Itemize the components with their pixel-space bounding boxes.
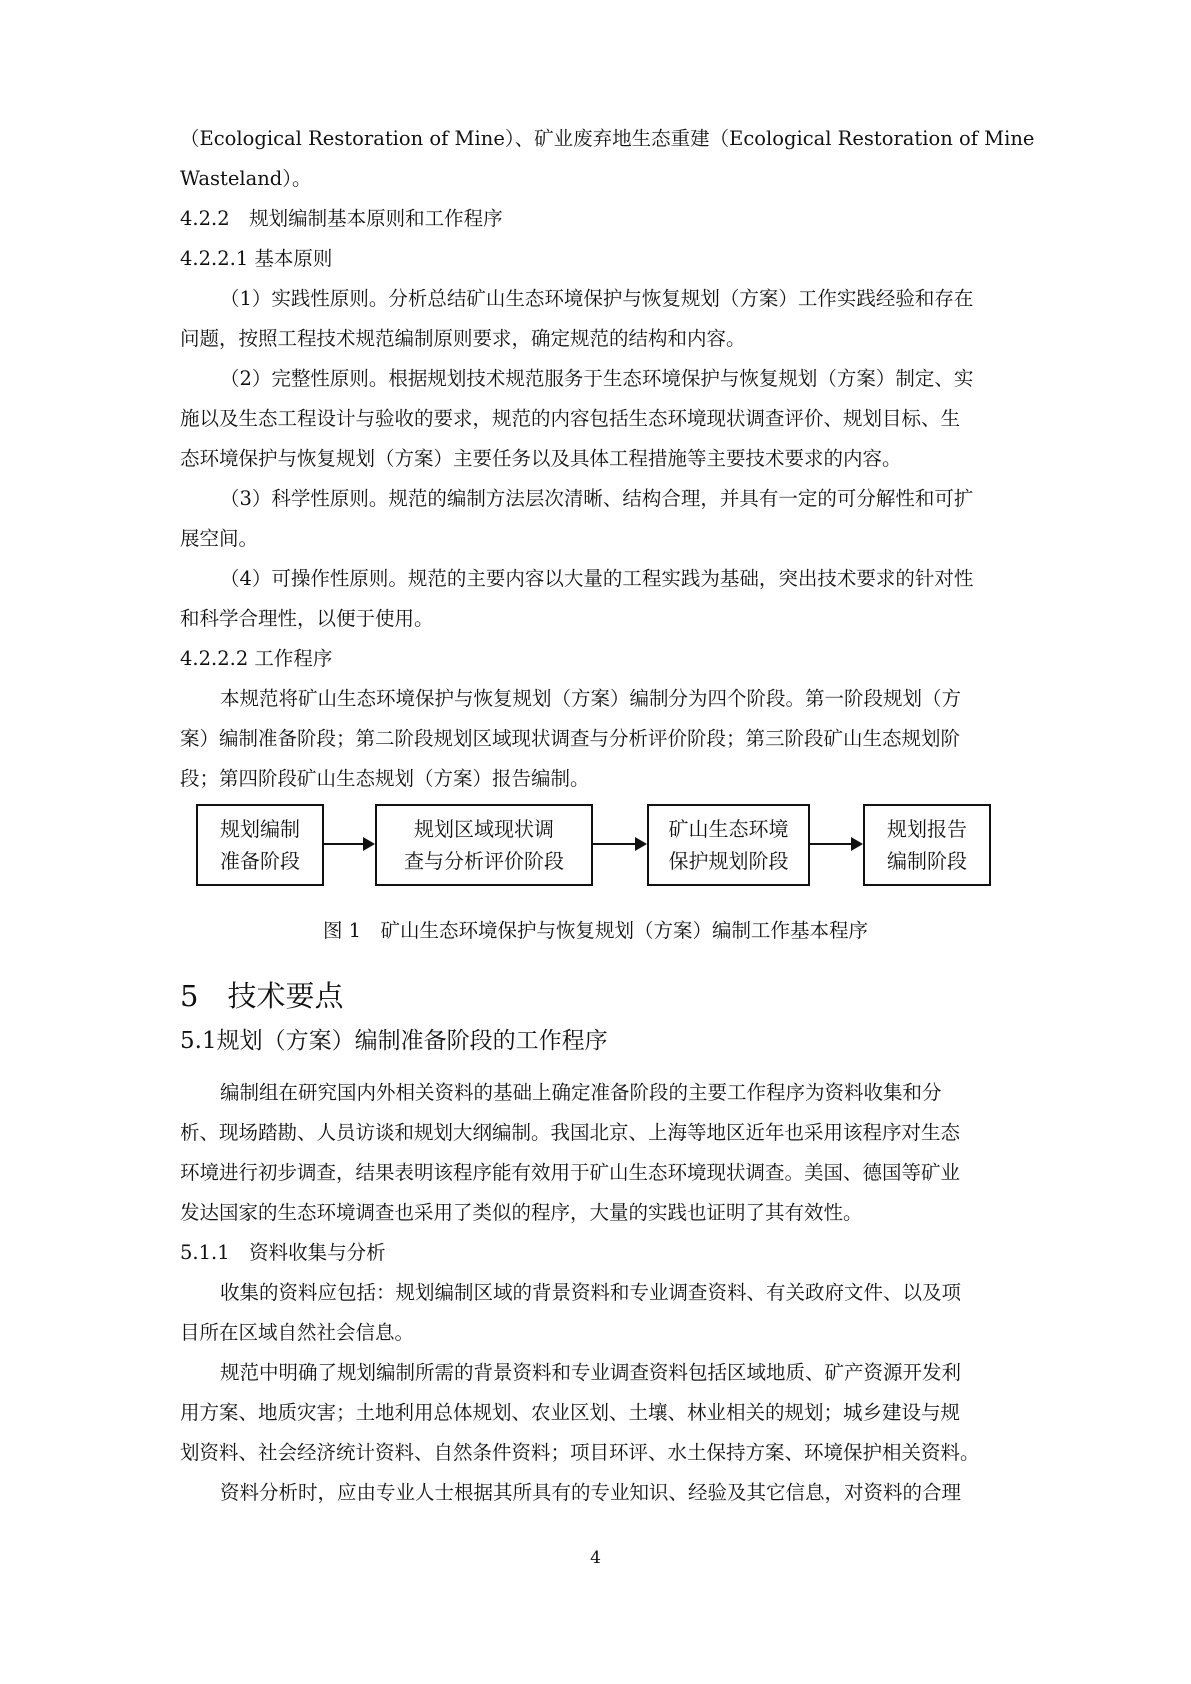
section-heading-4-2-2-1: 4.2.2.1 基本原则 — [180, 247, 333, 270]
paragraph-line: 施以及生态工程设计与验收的要求，规范的内容包括生态环境现状调查评价、规划目标、生 — [180, 407, 961, 430]
page-number: 4 — [590, 1548, 601, 1568]
paragraph-line: （Ecological Restoration of Mine）、矿业废弃地生态重建（Ecological Restoration of Mine — [180, 127, 1035, 150]
chapter-heading: 5 技术要点 — [180, 979, 344, 1013]
paragraph-line: 展空间。 — [180, 527, 259, 550]
paragraph-line: 资料分析时，应由专业人士根据其所具有的专业知识、经验及其它信息，对资料的合理 — [220, 1481, 962, 1504]
flow-box-prep: 规划编制 准备阶段 — [196, 804, 324, 886]
flow-arrow — [810, 843, 861, 845]
section-heading-5-1: 5.1规划（方案）编制准备阶段的工作程序 — [180, 1028, 608, 1054]
paragraph-line: 划资料、社会经济统计资料、自然条件资料；项目环评、水土保持方案、环境保护相关资料。 — [180, 1441, 980, 1464]
paragraph-line: 编制组在研究国内外相关资料的基础上确定准备阶段的主要工作程序为资料收集和分 — [220, 1081, 942, 1104]
paragraph-line: 收集的资料应包括：规划编制区域的背景资料和专业调查资料、有关政府文件、以及项 — [220, 1281, 962, 1304]
flow-arrow — [593, 843, 645, 845]
flow-box-report: 规划报告 编制阶段 — [863, 804, 991, 886]
paragraph-line: 本规范将矿山生态环境保护与恢复规划（方案）编制分为四个阶段。第一阶段规划（方 — [220, 687, 962, 710]
paragraph-line: 段；第四阶段矿山生态规划（方案）报告编制。 — [180, 767, 590, 790]
section-heading-5-1-1: 5.1.1 资料收集与分析 — [180, 1241, 386, 1264]
paragraph-line: 规范中明确了规划编制所需的背景资料和专业调查资料包括区域地质、矿产资源开发利 — [220, 1361, 962, 1384]
paragraph-line: 环境进行初步调查，结果表明该程序能有效用于矿山生态环境现状调查。美国、德国等矿业 — [180, 1161, 961, 1184]
paragraph-line: 目所在区域自然社会信息。 — [180, 1321, 415, 1344]
paragraph-line: 问题，按照工程技术规范编制原则要求，确定规范的结构和内容。 — [180, 327, 746, 350]
figure-caption: 图 1 矿山生态环境保护与恢复规划（方案）编制工作基本程序 — [322, 919, 869, 942]
paragraph-line: （2）完整性原则。根据规划技术规范服务于生态环境保护与恢复规划（方案）制定、实 — [220, 367, 974, 390]
paragraph-line: （4）可操作性原则。规范的主要内容以大量的工程实践为基础，突出技术要求的针对性 — [220, 567, 974, 590]
paragraph-line: 和科学合理性，以便于使用。 — [180, 607, 434, 630]
section-heading-4-2-2-2: 4.2.2.2 工作程序 — [180, 647, 333, 670]
paragraph-line: 析、现场踏勘、人员访谈和规划大纲编制。我国北京、上海等地区近年也采用该程序对生态 — [180, 1121, 961, 1144]
paragraph-line: 用方案、地质灾害；土地利用总体规划、农业区划、土壤、林业相关的规划；城乡建设与规 — [180, 1401, 961, 1424]
paragraph-line: （1）实践性原则。分析总结矿山生态环境保护与恢复规划（方案）工作实践经验和存在 — [220, 287, 974, 310]
section-heading-4-2-2: 4.2.2 规划编制基本原则和工作程序 — [180, 207, 503, 230]
flow-box-planning: 矿山生态环境 保护规划阶段 — [647, 804, 810, 886]
flow-arrow — [324, 843, 373, 845]
flow-box-survey: 规划区域现状调 查与分析评价阶段 — [375, 804, 593, 886]
paragraph-line: （3）科学性原则。规范的编制方法层次清晰、结构合理，并具有一定的可分解性和可扩 — [220, 487, 974, 510]
paragraph-line: 态环境保护与恢复规划（方案）主要任务以及具体工程措施等主要技术要求的内容。 — [180, 447, 902, 470]
paragraph-line: 发达国家的生态环境调查也采用了类似的程序，大量的实践也证明了其有效性。 — [180, 1201, 863, 1224]
paragraph-line: Wasteland）。 — [180, 167, 312, 190]
paragraph-line: 案）编制准备阶段；第二阶段规划区域现状调查与分析评价阶段；第三阶段矿山生态规划阶 — [180, 727, 961, 750]
